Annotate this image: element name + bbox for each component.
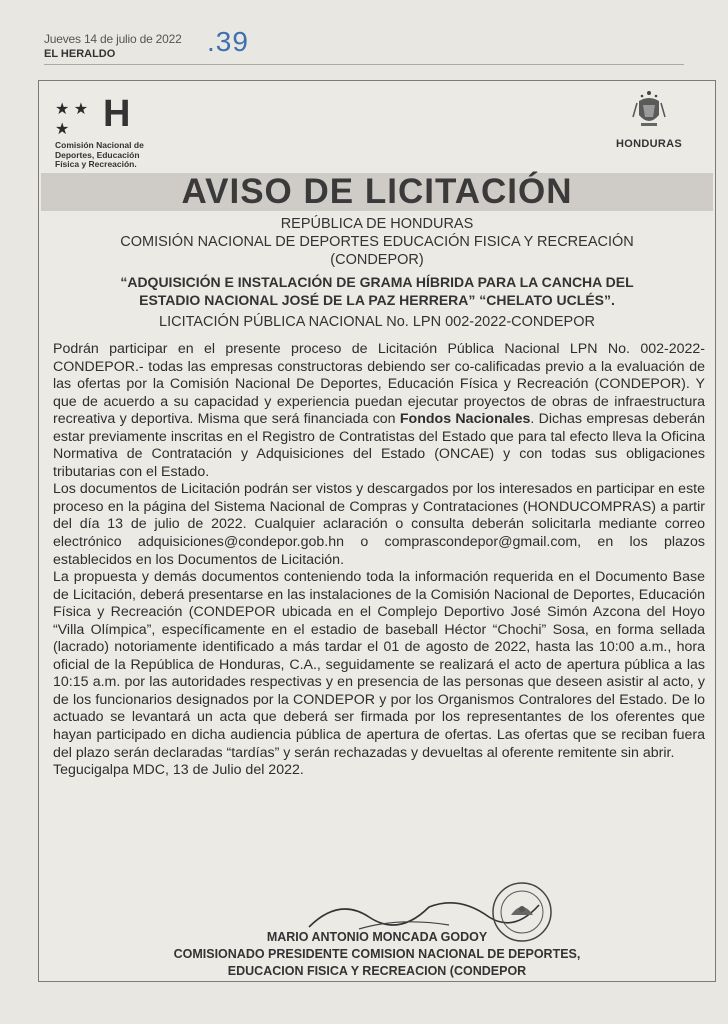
h-logo-letter: H	[103, 93, 131, 135]
paragraph-documents: Los documentos de Licitación podrán ser vistos y descargados por los interesados en participar en este proceso en la página del Sistema Nacional de Compras y Contrataciones (HONDUCOMPRAS) a partir del día 13 de julio de 2022. Cualquier aclaración o consulta deberán solicitarla mediante correo electrónico adquisiciones@condepor.gob.hn o comprascondepor@gmail.com, en los plazos establecidos en los Documentos de Licitación.	[53, 481, 705, 568]
republic-line: REPÚBLICA DE HONDURAS	[280, 216, 474, 232]
condepor-logo	[55, 93, 215, 169]
logo-caption-line3: Física y Recreación.	[55, 159, 137, 169]
logo-caption-line1: Comisión Nacional de	[55, 140, 144, 150]
page-number: .39	[207, 26, 249, 57]
issue-date: Jueves 14 de julio de 2022	[44, 32, 182, 46]
signer-name: MARIO ANTONIO MONCADA GODOY	[266, 930, 488, 944]
tender-number: LICITACIÓN PÚBLICA NACIONAL No. LPN 002-2022-CONDEPOR	[159, 314, 595, 330]
commission-line: COMISIÓN NACIONAL DE DEPORTES EDUCACIÓN FISICA Y RECREACIÓN	[120, 234, 634, 250]
project-title-line1: “ADQUISICIÓN E INSTALACIÓN DE GRAMA HÍBRIDA PARA LA CANCHA DEL	[120, 274, 634, 290]
notice-body	[53, 341, 705, 780]
stars-icon: ★ ★ ★	[55, 101, 89, 138]
title-band	[41, 173, 713, 211]
project-title-line2: ESTADIO NACIONAL JOSÉ DE LA PAZ HERRERA” “CHELATO UCLÉS”.	[139, 292, 615, 308]
signer-title-line2: EDUCACION FISICA Y RECREACION (CONDEPOR	[227, 964, 527, 978]
newspaper-name: EL HERALDO	[44, 48, 116, 60]
logo-caption-line2: Deportes, Educación	[55, 149, 140, 160]
newspaper-header	[44, 24, 684, 62]
funding-source: Fondos Nacionales	[399, 411, 531, 428]
signature-block	[39, 929, 715, 980]
header-divider	[44, 64, 684, 65]
logo-caption	[55, 141, 195, 170]
notice-title: AVISO DE LICITACIÓN	[181, 172, 573, 211]
acronym-line: (CONDEPOR)	[330, 252, 424, 268]
honduras-logo	[599, 87, 699, 167]
place-date: Tegucigalpa MDC, 13 de Julio del 2022.	[53, 762, 304, 779]
coat-of-arms-icon	[631, 87, 667, 133]
signer-title-line1: COMISIONADO PRESIDENTE COMISION NACIONAL DE DEPORTES,	[173, 947, 581, 961]
paragraph-eligibility: Podrán participar en el presente proceso de Licitación Pública Nacional LPN No. 002-2022-CONDEPOR.- todas las empresas constructoras debiendo ser co-calificadas previo a la evaluación de las ofertas por la Comisión Nacional De Deportes, Educación Física y Recreación (CONDEPOR). Y que de acuerdo a su capacidad y experiencia puedan ejecutar proyectos de obras de infraestructura recreativa y deportiva. Misma que será financiada con Fondos Nacionales. Dichas empresas deberán estar previamente inscritas en el Registro de Contratistas del Estado que para tal efecto lleva la Oficina Normativa de Contratación y Adquisiciones del Estado (ONCAE) y con todas sus obligaciones tributarias con el Estado.	[53, 341, 705, 480]
paragraph-submission: La propuesta y demás documentos conteniendo toda la información requerida en el Documento Base de Licitación, deberá presentarse en las instalaciones de la Comisión Nacional de Deportes, Educación Física y Recreación (CONDEPOR ubicada en el Complejo Deportivo José Simón Azcona del Hoyo “Villa Olímpica”, específicamente en el estadio de baseball Héctor “Chochi” Sosa, en forma sellada (lacrado) notoriamente identificado a más tardar el 01 de agosto de 2022, hasta las 10:00 a.m., hora oficial de la República de Honduras, C.A., seguidamente se realizará el acto de apertura pública a las 10:15 a.m. por las autoridades respectivas y en presencia de las personas que deseen asistir al acto, y de los funcionarios designados por la CONDEPOR y por los Organismos Contralores del Estado. De lo actuado se levantará un acta que deberá ser firmada por los representantes de los oferentes que hayan participado en dicha audiencia pública de apertura de ofertas. Las ofertas que se reciban fuera del plazo serán declaradas “tardías” y serán rechazadas y devueltas al oferente remitente sin abrir.	[53, 569, 705, 761]
honduras-label: HONDURAS	[616, 138, 682, 150]
tender-notice	[38, 80, 716, 982]
